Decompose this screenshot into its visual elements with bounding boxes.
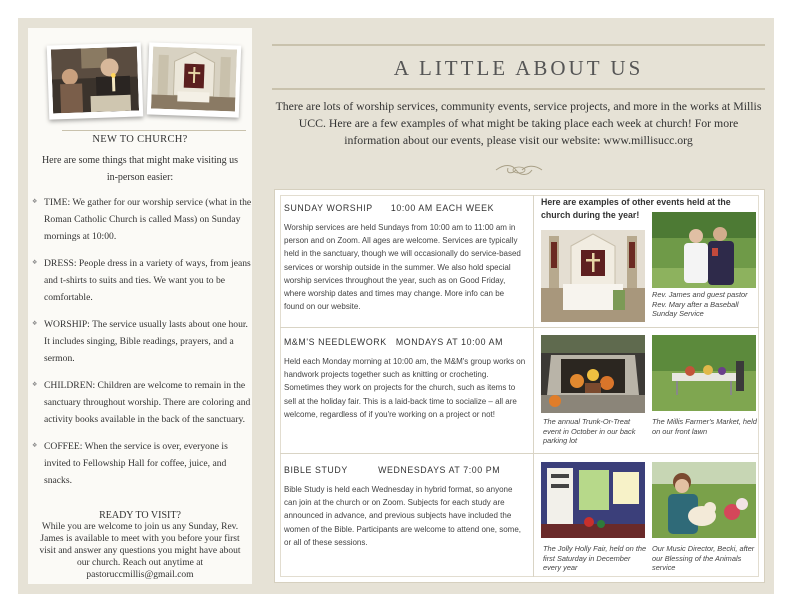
tip-dress: ❖ DRESS: People dress in a variety of ways, from jeans and t-shirts to suits and ties. We want you to be comfortable. (32, 255, 252, 306)
caption-trunk-or-treat: The annual Trunk-Or-Treat event in October in our back parking lot (543, 417, 636, 446)
row-divider-2 (280, 453, 759, 454)
event-bible-study-text: Bible Study is held each Wednesday in hybrid format, so anyone can join at the church or on Zoom. Subjects for each study are announced in advance, and previous subjects have included the women of the Bible. Participants are welcome to attend one, some, or all of these sessions. (284, 485, 522, 547)
caption-farmers-market: The Millis Farmer's Market, held on our front lawn (652, 417, 757, 436)
pastors-photo (652, 212, 756, 288)
new-to-church-intro: Here are some things that might make visiting us in-person easier: (41, 155, 239, 183)
tip-children: ❖ CHILDREN: Children are welcome to remain in the sanctuary throughout worship. There are coloring and activity books available in the back of the sanctuary. (32, 377, 252, 428)
caption-animal-blessing: Our Music Director, Becki, after our Blessing of the Animals service (652, 544, 755, 573)
tip-worship: ❖ WORSHIP: The service usually lasts about one hour. It includes singing, Bible readings, prayers, and a sermon. (32, 316, 252, 367)
ready-to-visit-heading: READY TO VISIT? (99, 510, 181, 521)
sanctuary-photo (541, 230, 645, 322)
caption-holly-fair: The Jolly Holly Fair, held on the first Saturday in December every year (543, 544, 647, 573)
section-divider (62, 130, 246, 131)
caption-pastors: Rev. James and guest pastor Rev. Mary after a Baseball Sunday Service (652, 290, 748, 319)
event-sunday-worship-text: Worship services are held Sundays from 10:00 am to 11:00 am in person and on Zoom. All ages are welcome. Services are typically held in the sanctuary, though we will occasionally do service-based services or worship outside in the summer. We also hold special worship services throughout the year, such as on Good Friday, where worship dates and times may change. More info can be found on our website. (284, 223, 521, 312)
row-divider-1 (280, 327, 759, 328)
event-bible-study-heading (284, 465, 500, 475)
event-name: M&M'S NEEDLEWORK (284, 337, 387, 347)
event-time: 10:00 AM EACH WEEK (390, 203, 495, 213)
ready-to-visit-text: While you are welcome to join us any Sunday, Rev. James is available to meet with you before your first visit and answer any questions you might have about our church. Reach out anytime at pastoruccmillis@gmail.com (39, 522, 241, 580)
farmers-market-photo (652, 335, 756, 411)
animal-blessing-photo (652, 462, 756, 538)
tip-coffee: ❖ COFFEE: When the service is over, everyone is invited to Fellowship Hall for coffee, juice, and snacks. (32, 438, 252, 489)
event-needlework-heading (284, 337, 503, 347)
trunk-or-treat-photo (541, 335, 645, 413)
event-name: SUNDAY WORSHIP (284, 203, 373, 213)
about-intro: There are lots of worship services, community events, service projects, and more in the works at Millis UCC. Here are a few examples of what might be taking place each week at church! For more information about our events, please visit our website: www.millisucc.org (275, 99, 762, 147)
visitor-tips-list (32, 194, 252, 499)
event-time: WEDNESDAYS AT 7:00 PM (378, 465, 501, 475)
page-title: A LITTLE ABOUT US (393, 56, 644, 80)
column-divider (533, 195, 534, 577)
event-time: MONDAYS AT 10:00 AM (395, 337, 504, 347)
examples-heading: Here are examples of other events held at the church during the year! (541, 197, 731, 220)
event-name: BIBLE STUDY (284, 465, 348, 475)
new-to-church-heading: NEW TO CHURCH? (92, 134, 188, 145)
event-sunday-worship-heading (284, 203, 494, 213)
event-needlework-text: Held each Monday morning at 10:00 am, the M&M's group works on handwork projects together such as knitting or crocheting. Sometimes they work on projects for the church, such as items to sell at the holiday fair. This is a laid-back time to socialize – all are welcome, regardless of if you're working on a project or not! (284, 357, 526, 419)
sanctuary-altar-photo (147, 42, 241, 117)
tip-time: ❖ TIME: We gather for our worship service (what in the Roman Catholic Church is called Mass) on Sunday mornings at 10:00. (32, 194, 252, 245)
flourish-ornament-icon (494, 160, 544, 180)
holly-fair-photo (541, 462, 645, 538)
new-to-church-panel (28, 28, 252, 584)
title-rule-top (272, 44, 765, 46)
title-rule-bottom (272, 88, 765, 90)
candle-lighting-photo (47, 42, 144, 119)
